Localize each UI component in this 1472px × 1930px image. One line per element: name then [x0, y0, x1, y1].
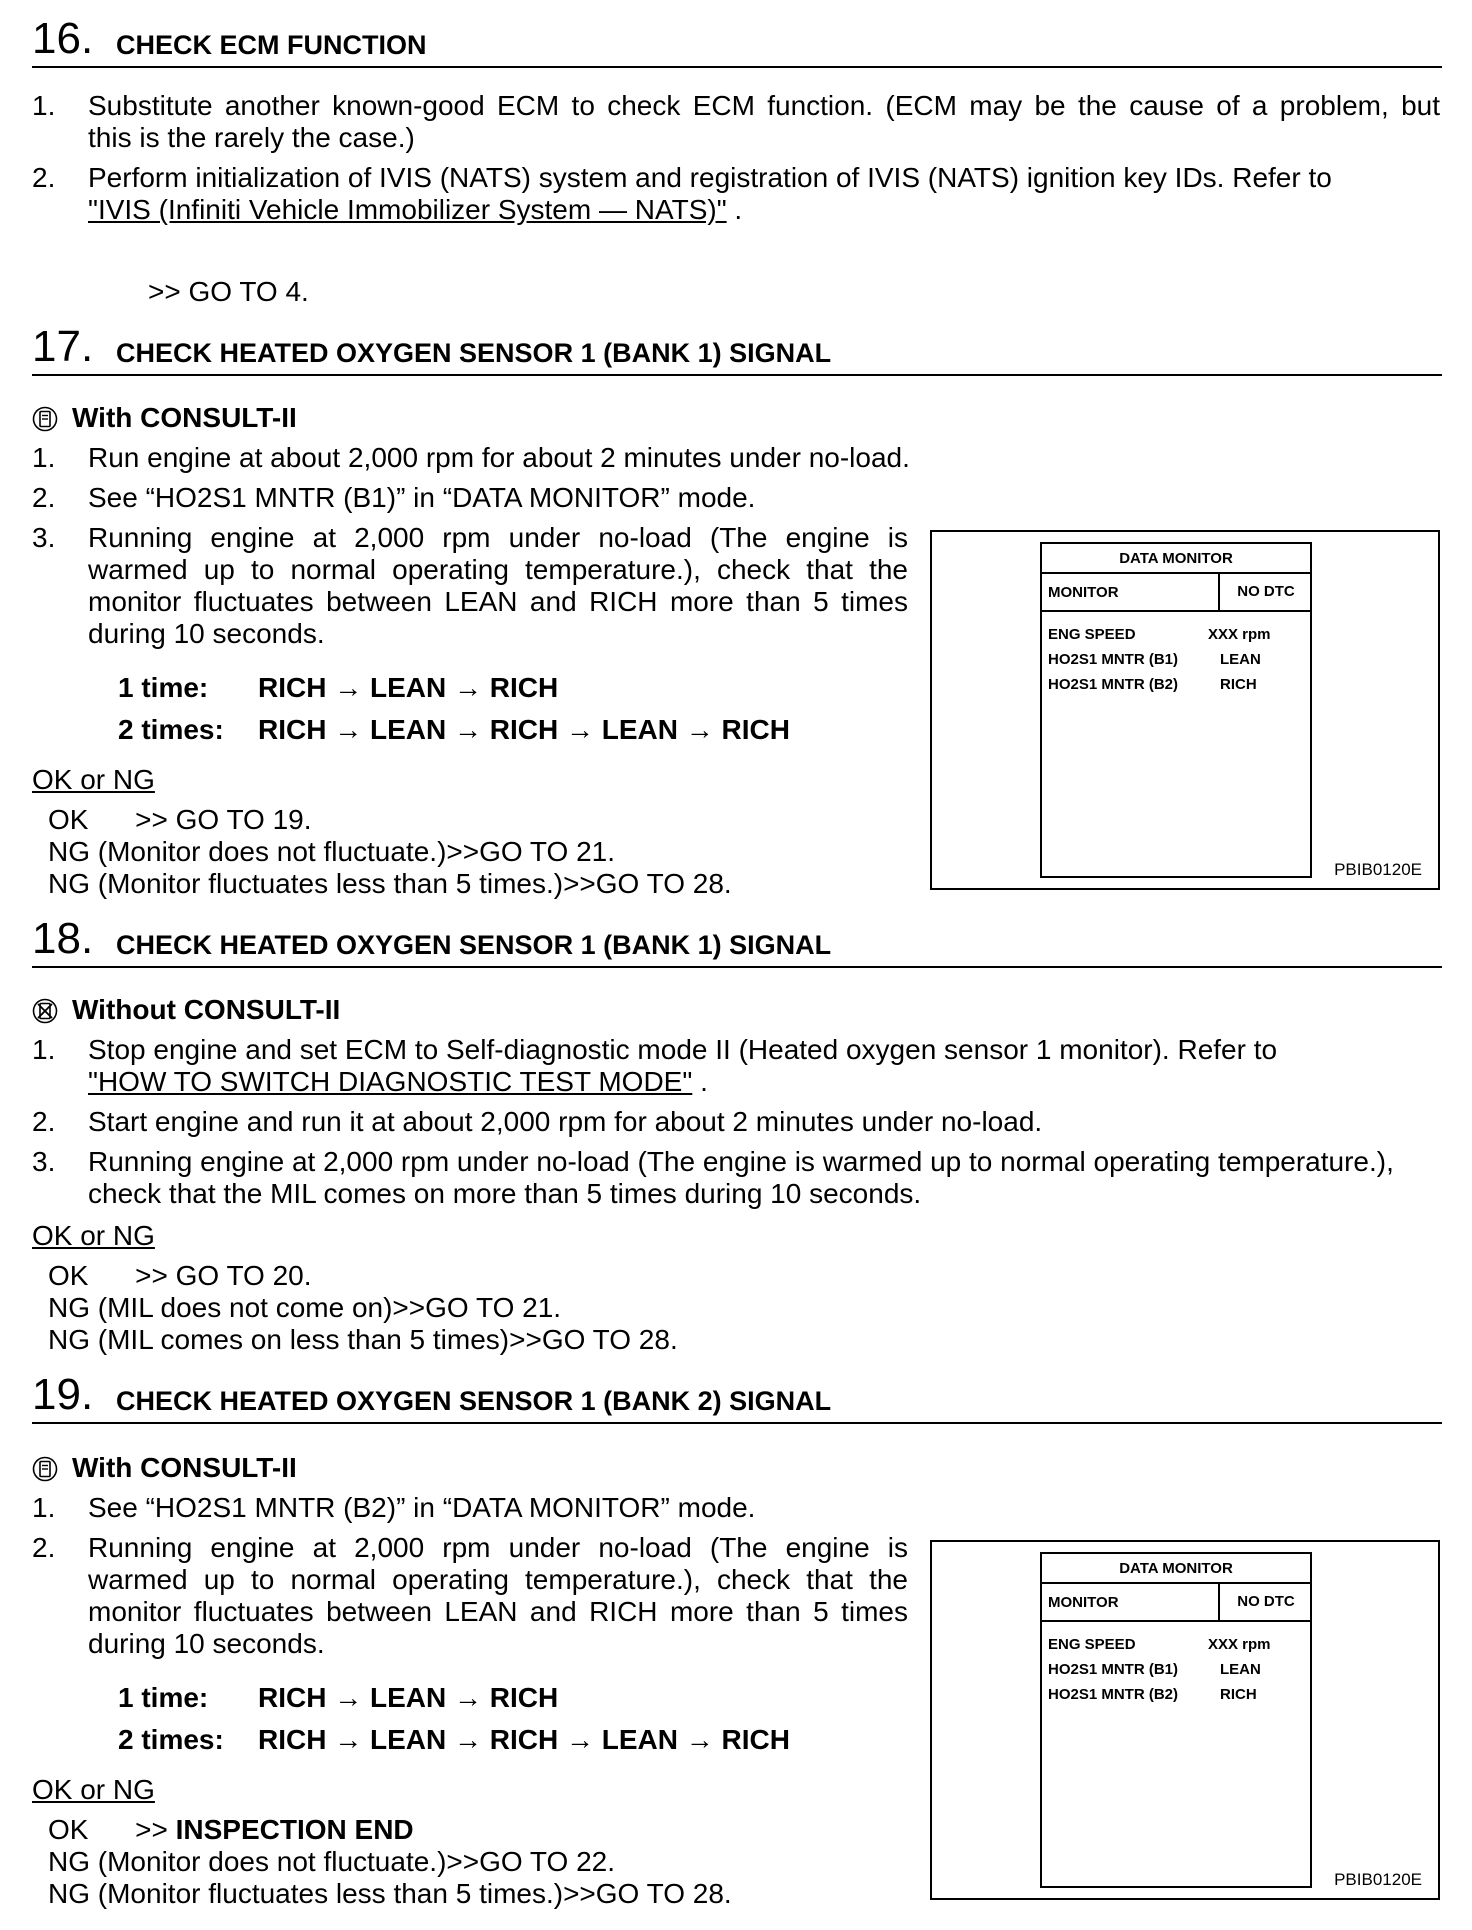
pattern-label: 2 times:: [118, 1724, 224, 1755]
outcome-ng: NG (MIL does not come on)>>GO TO 21.: [48, 1292, 562, 1323]
section-number: 17.: [32, 322, 94, 371]
inspection-end: INSPECTION END: [175, 1814, 414, 1845]
step-number: 1.: [32, 90, 56, 121]
monitor-header: [1042, 1584, 1310, 1622]
section-number: 16.: [32, 14, 94, 63]
section-16-header: [32, 14, 1442, 68]
step-text: Stop engine and set ECM to Self-diagnostic mode II (Heated oxygen sensor 1 monitor). Refer to: [88, 1034, 1278, 1065]
step-text: during 10 seconds.: [88, 1628, 325, 1659]
diagnostic-mode-link[interactable]: "HOW TO SWITCH DIAGNOSTIC TEST MODE": [88, 1066, 693, 1097]
step-number: 2.: [32, 1106, 56, 1137]
step-link-line: "IVIS (Infiniti Vehicle Immobilizer System — NATS)" .: [88, 194, 743, 225]
monitor-item-value: LEAN: [1220, 651, 1261, 668]
pattern-label: 1 time:: [118, 672, 209, 703]
condition-label: With CONSULT-II: [72, 1452, 297, 1483]
consult-device-icon: [32, 406, 58, 432]
step-text: Run engine at about 2,000 rpm for about 2 minutes under no-load.: [88, 442, 910, 473]
data-monitor-screen: [1040, 542, 1312, 878]
pattern-value: RICH → LEAN → RICH → LEAN → RICH: [258, 714, 790, 745]
section-title: CHECK ECM FUNCTION: [116, 30, 427, 60]
outcome-ok: OK >> GO TO 20.: [48, 1260, 312, 1291]
step-text: See “HO2S1 MNTR (B2)” in “DATA MONITOR” mode.: [88, 1492, 756, 1523]
step-text: Perform initialization of IVIS (NATS) system and registration of IVIS (NATS) ignition key IDs. Refer to: [88, 162, 1332, 193]
monitor-item-name: HO2S1 MNTR (B2): [1048, 676, 1179, 693]
outcome-ng: NG (Monitor fluctuates less than 5 times.)>>GO TO 28.: [48, 1878, 732, 1909]
step-text: Running engine at 2,000 rpm under no-load (The engine is warmed up to normal operating temperature.),: [88, 1146, 1394, 1177]
step-text: See “HO2S1 MNTR (B1)” in “DATA MONITOR” mode.: [88, 482, 756, 513]
monitor-column-label: MONITOR: [1048, 584, 1119, 601]
ivis-nats-link[interactable]: "IVIS (Infiniti Vehicle Immobilizer System — NATS)": [88, 194, 727, 225]
condition-label: With CONSULT-II: [72, 402, 297, 433]
monitor-item-name: HO2S1 MNTR (B2): [1048, 1686, 1179, 1703]
pattern-label: 2 times:: [118, 714, 224, 745]
pattern-value: RICH → LEAN → RICH: [258, 672, 559, 703]
step-text: Running engine at 2,000 rpm under no-load (The engine is: [88, 522, 908, 553]
condition-label: Without CONSULT-II: [72, 994, 341, 1025]
step-number: 2.: [32, 162, 56, 193]
step-number: 3.: [32, 1146, 56, 1177]
monitor-item-value: RICH: [1220, 1686, 1257, 1703]
section-title: CHECK HEATED OXYGEN SENSOR 1 (BANK 1) SIGNAL: [116, 338, 832, 368]
section-17-header: [32, 322, 1442, 376]
data-monitor-figure: [930, 1540, 1440, 1900]
step-number: 2.: [32, 482, 56, 513]
step-text: monitor fluctuates between LEAN and RICH more than 5 times: [88, 1596, 908, 1627]
pattern-value: RICH → LEAN → RICH → LEAN → RICH: [258, 1724, 790, 1755]
monitor-item-name: HO2S1 MNTR (B1): [1048, 1661, 1179, 1678]
step-link-line: "HOW TO SWITCH DIAGNOSTIC TEST MODE" .: [88, 1066, 708, 1097]
monitor-item-value: RICH: [1220, 676, 1257, 693]
step-number: 1.: [32, 1034, 56, 1065]
monitor-item-value: LEAN: [1220, 1661, 1261, 1678]
step-text: Start engine and run it at about 2,000 rpm for about 2 minutes under no-load.: [88, 1106, 1043, 1137]
step-number: 2.: [32, 1532, 56, 1563]
figure-id: PBIB0120E: [1334, 1870, 1422, 1889]
section-number: 18.: [32, 914, 94, 963]
step-number: 1.: [32, 1492, 56, 1523]
section-title: CHECK HEATED OXYGEN SENSOR 1 (BANK 2) SIGNAL: [116, 1386, 832, 1416]
step-text: warmed up to normal operating temperature.), check that the: [88, 554, 908, 585]
ok-or-ng-label: OK or NG: [32, 1220, 155, 1251]
outcome-ng: NG (MIL comes on less than 5 times)>>GO TO 28.: [48, 1324, 678, 1355]
outcome-ng: NG (Monitor fluctuates less than 5 times.)>>GO TO 28.: [48, 868, 732, 899]
monitor-item-value: XXX rpm: [1208, 1636, 1271, 1653]
outcome-ok: OK >> GO TO 19.: [48, 804, 312, 835]
monitor-header: [1042, 574, 1310, 612]
monitor-title: DATA MONITOR: [1042, 544, 1310, 574]
step-text: Substitute another known-good ECM to check ECM function. (ECM may be the cause of a problem, but: [88, 90, 1440, 121]
data-monitor-screen: [1040, 1552, 1312, 1888]
outcome-ng: NG (Monitor does not fluctuate.)>>GO TO 21.: [48, 836, 616, 867]
step-number: 1.: [32, 442, 56, 473]
step-text: Running engine at 2,000 rpm under no-load (The engine is: [88, 1532, 908, 1563]
step-text: during 10 seconds.: [88, 618, 325, 649]
section-number: 19.: [32, 1370, 94, 1419]
data-monitor-figure: [930, 530, 1440, 890]
result-goto: >> GO TO 4.: [148, 276, 309, 307]
figure-id: PBIB0120E: [1334, 860, 1422, 879]
monitor-item-name: HO2S1 MNTR (B1): [1048, 651, 1179, 668]
monitor-item-value: XXX rpm: [1208, 626, 1271, 643]
section-title: CHECK HEATED OXYGEN SENSOR 1 (BANK 1) SIGNAL: [116, 930, 832, 960]
step-text: this is the rarely the case.): [88, 122, 415, 153]
monitor-status: NO DTC: [1218, 574, 1312, 610]
monitor-item-name: ENG SPEED: [1048, 1636, 1136, 1653]
step-text: warmed up to normal operating temperature.), check that the: [88, 1564, 908, 1595]
monitor-title: DATA MONITOR: [1042, 1554, 1310, 1584]
outcome-ng: NG (Monitor does not fluctuate.)>>GO TO 22.: [48, 1846, 616, 1877]
ok-or-ng-label: OK or NG: [32, 1774, 155, 1805]
pattern-label: 1 time:: [118, 1682, 209, 1713]
pattern-value: RICH → LEAN → RICH: [258, 1682, 559, 1713]
step-number: 3.: [32, 522, 56, 553]
consult-device-icon: [32, 1456, 58, 1482]
step-text: monitor fluctuates between LEAN and RICH more than 5 times: [88, 586, 908, 617]
section-19-header: [32, 1370, 1442, 1424]
step-text: check that the MIL comes on more than 5 times during 10 seconds.: [88, 1178, 922, 1209]
monitor-status: NO DTC: [1218, 1584, 1312, 1620]
section-18-header: [32, 914, 1442, 968]
ok-or-ng-label: OK or NG: [32, 764, 155, 795]
outcome-ok: OK >> INSPECTION END: [48, 1814, 414, 1845]
no-consult-icon: [32, 998, 58, 1024]
monitor-column-label: MONITOR: [1048, 1594, 1119, 1611]
monitor-item-name: ENG SPEED: [1048, 626, 1136, 643]
